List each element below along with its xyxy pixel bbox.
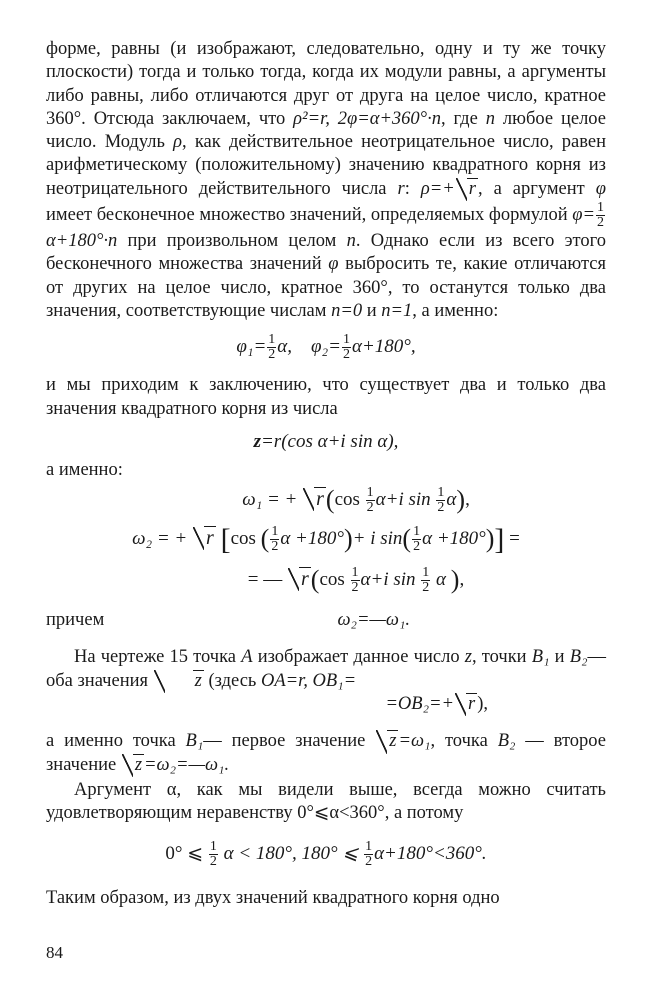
fraction-half: $\frac{1}{2}$ (597, 200, 604, 231)
paragraph-2: и мы приходим к заключению, что существует два и только два значения квадратного корня из числа (46, 375, 606, 419)
paragraph-7: Аргумент α, как мы видели выше, всегда можно считать удовлетворяющим неравенству 0°⩽α<360°, а потому (46, 779, 606, 824)
equation-w2-cont: = — r(cos $\frac{1}{2}$ α+i sin $\frac{1}{2}$ α ), (247, 565, 465, 596)
paragraph-6: а именно точка B₁— первое значение z =ω₁, точка B₂ — второе значение z =ω₂=—ω₁. (46, 730, 606, 777)
sqrt-r: r (456, 178, 478, 201)
equation-inequality: 0° ⩽ $\frac{1}{2}$ α < 180°, 180° ⩽ $\frac{1}{2}$ α+180°<360°. (165, 838, 487, 869)
relation-w2-w1: ω₂=—ω₁. (337, 610, 410, 631)
paragraph-5-cont: =OB₂=+ r ), (46, 693, 606, 716)
equation-w1: ω₁ = + r(cos $\frac{1}{2}$ α+i sin $\frac{1}{2}$ α), (242, 485, 470, 516)
equation-phi: φ₁= $\frac{1}{2}$ α, φ₂= $\frac{1}{2}$ α+180°, (236, 332, 416, 363)
equation-w2: ω₂ = + r [cos ( $\frac{1}{2}$ α +180°)+ i sin( $\frac{1}{2}$ α +180°)] = (132, 523, 520, 557)
relation-line (46, 609, 606, 632)
page-body (46, 38, 606, 910)
paragraph-8: Таким образом, из двух значений квадратного корня одно (46, 887, 500, 908)
label-prichem: причем (46, 610, 105, 631)
paragraph-5: На чертеже 15 точка A изображает данное число z, точки B₁ и B₂— оба значения z (здесь OA=r, OB₁= (46, 646, 606, 693)
page-number: 84 (46, 943, 63, 962)
equation-z: z=r(cos α+i sin α), (253, 430, 399, 452)
paragraph-3: а именно: (46, 459, 123, 480)
paragraph-1: форме, равны (и изображают, следовательно, одну и ту же точку плоскости) тогда и только тогда, когда их модули равны, а аргументы либо равны, либо отличаются друг от друга на целое число, кратное 360°. Отсюда заключаем, что ρ²=r, 2φ=α+360°·n, где n любое целое число. Модуль ρ, как действительное неотрицательное число, равен арифметическому (положительному) значению квадратного корня из неотрицательного действительного числа r: ρ=+ r , а аргумент φ имеет бесконечное множество значений, определяемых формулой φ= $\frac{1}{2}$ α+180°·n при произвольном целом n. Однако если из всего этого бесконечного множества значений φ выбросить те, какие отличаются от других на целое число, кратное 360°, то останутся только два значения, соответствующие числам n=0 и n=1, а именно: (46, 39, 607, 321)
